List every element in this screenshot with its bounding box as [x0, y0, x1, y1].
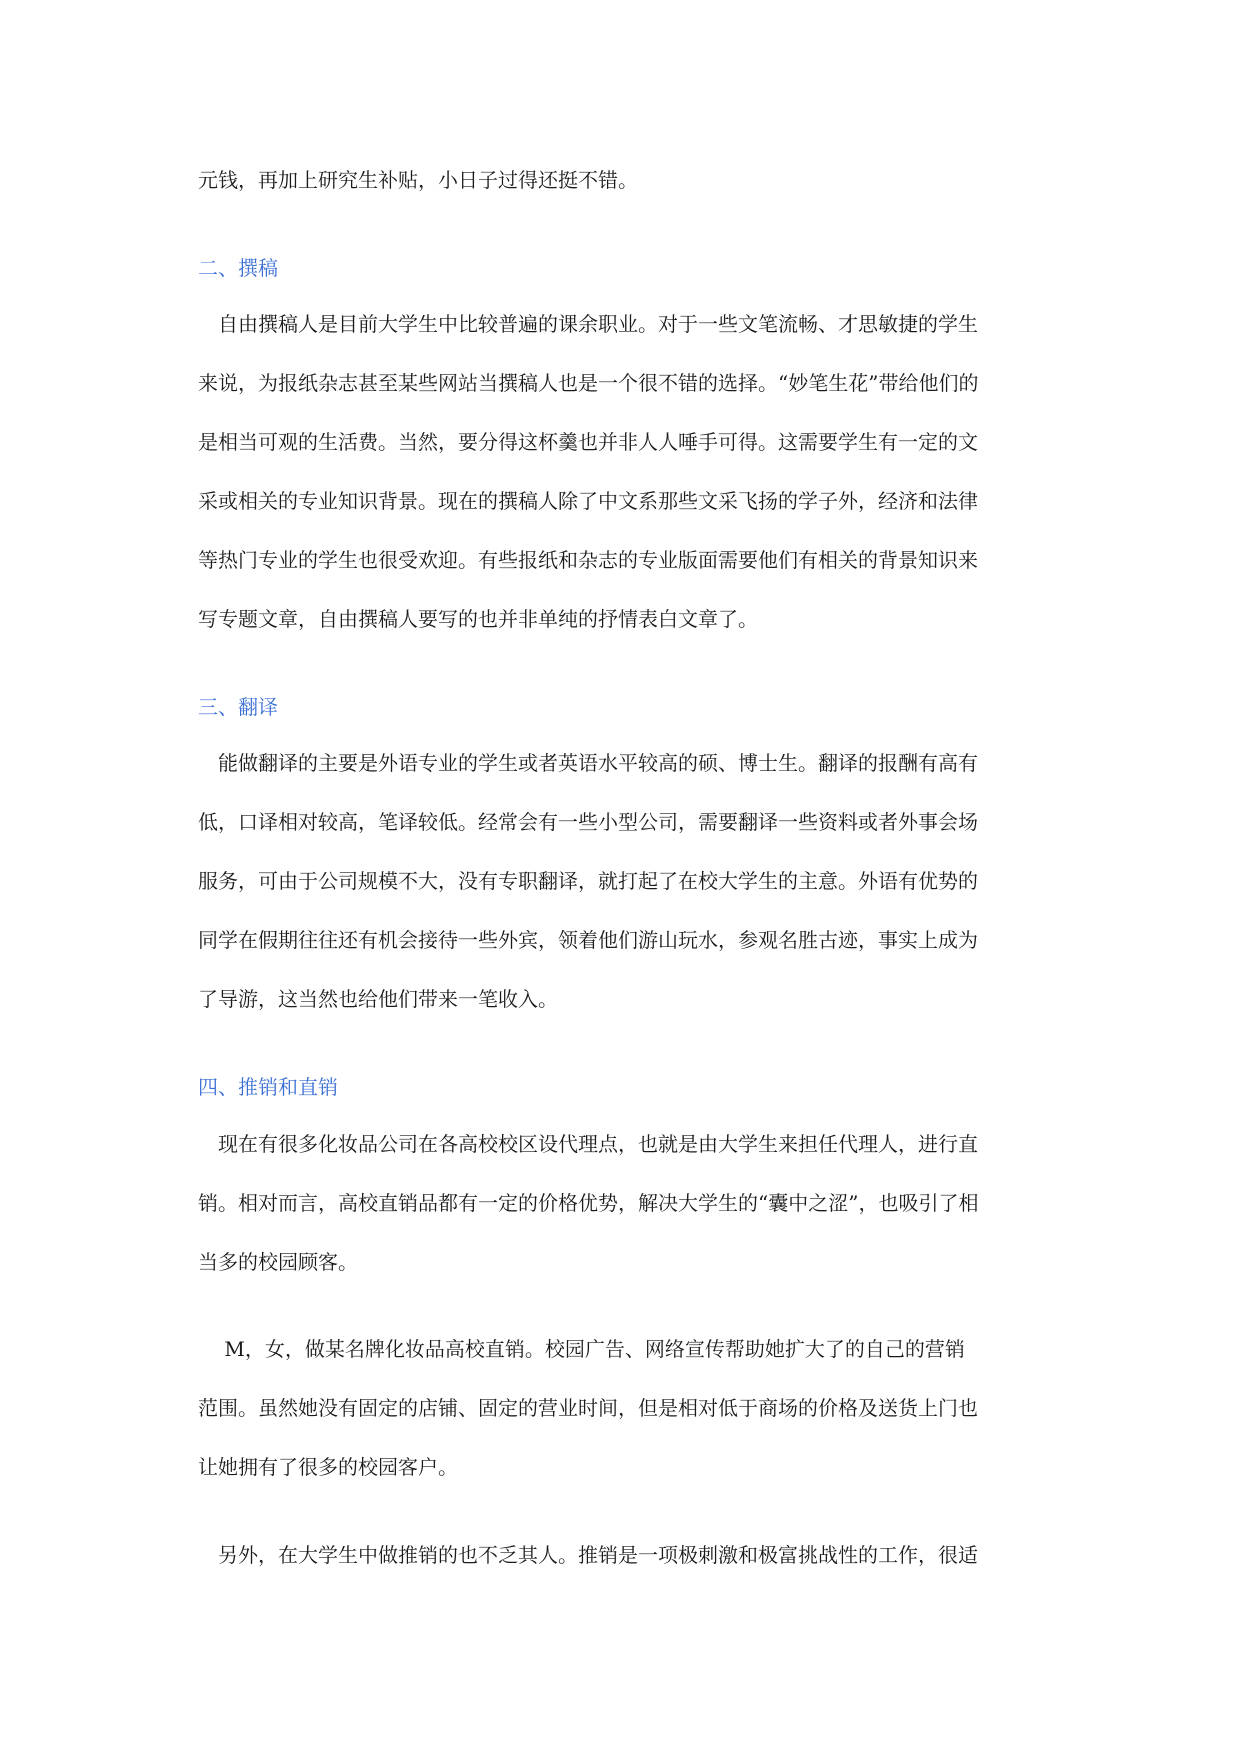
- paragraph-line: M，女，做某名牌化妆品高校直销。校园广告、网络宣传帮助她扩大了的自己的营销: [198, 1337, 965, 1361]
- paragraph-line: 另外，在大学生中做推销的也不乏其人。推销是一项极刺激和极富挑战性的工作，很适: [198, 1543, 978, 1567]
- section-heading-writing: 二、撰稿: [198, 256, 278, 280]
- paragraph-line: 能做翻译的主要是外语专业的学生或者英语水平较高的硕、博士生。翻译的报酬有高有: [198, 751, 978, 775]
- paragraph-line: 服务，可由于公司规模不大，没有专职翻译，就打起了在校大学生的主意。外语有优势的: [198, 869, 978, 893]
- paragraph-line: 了导游，这当然也给他们带来一笔收入。: [198, 987, 558, 1011]
- paragraph-line: 当多的校园顾客。: [198, 1250, 358, 1274]
- paragraph-line: 采或相关的专业知识背景。现在的撰稿人除了中文系那些文采飞扬的学子外，经济和法律: [198, 489, 978, 513]
- paragraph-line: 现在有很多化妆品公司在各高校校区设代理点，也就是由大学生来担任代理人，进行直: [198, 1132, 978, 1156]
- paragraph-continuation-line: 元钱，再加上研究生补贴，小日子过得还挺不错。: [198, 168, 638, 192]
- paragraph-line: 同学在假期往往还有机会接待一些外宾，领着他们游山玩水，参观名胜古迹，事实上成为: [198, 928, 978, 952]
- paragraph-line: 自由撰稿人是目前大学生中比较普遍的课余职业。对于一些文笔流畅、才思敏捷的学生: [198, 312, 978, 336]
- section-heading-translation: 三、翻译: [198, 695, 278, 719]
- paragraph-line: 写专题文章，自由撰稿人要写的也并非单纯的抒情表白文章了。: [198, 607, 758, 631]
- paragraph-line: 来说，为报纸杂志甚至某些网站当撰稿人也是一个很不错的选择。“妙笔生花”带给他们的: [198, 371, 979, 395]
- paragraph-line: 是相当可观的生活费。当然，要分得这杯羹也并非人人唾手可得。这需要学生有一定的文: [198, 430, 978, 454]
- paragraph-line: 范围。虽然她没有固定的店铺、固定的营业时间，但是相对低于商场的价格及送货上门也: [198, 1396, 978, 1420]
- paragraph-line: 等热门专业的学生也很受欢迎。有些报纸和杂志的专业版面需要他们有相关的背景知识来: [198, 548, 978, 572]
- paragraph-line: 低，口译相对较高，笔译较低。经常会有一些小型公司，需要翻译一些资料或者外事会场: [198, 810, 978, 834]
- paragraph-line: 让她拥有了很多的校园客户。: [198, 1455, 458, 1479]
- paragraph-line: 销。相对而言，高校直销品都有一定的价格优势，解决大学生的“囊中之涩”，也吸引了相: [198, 1191, 979, 1215]
- section-heading-sales: 四、推销和直销: [198, 1075, 338, 1099]
